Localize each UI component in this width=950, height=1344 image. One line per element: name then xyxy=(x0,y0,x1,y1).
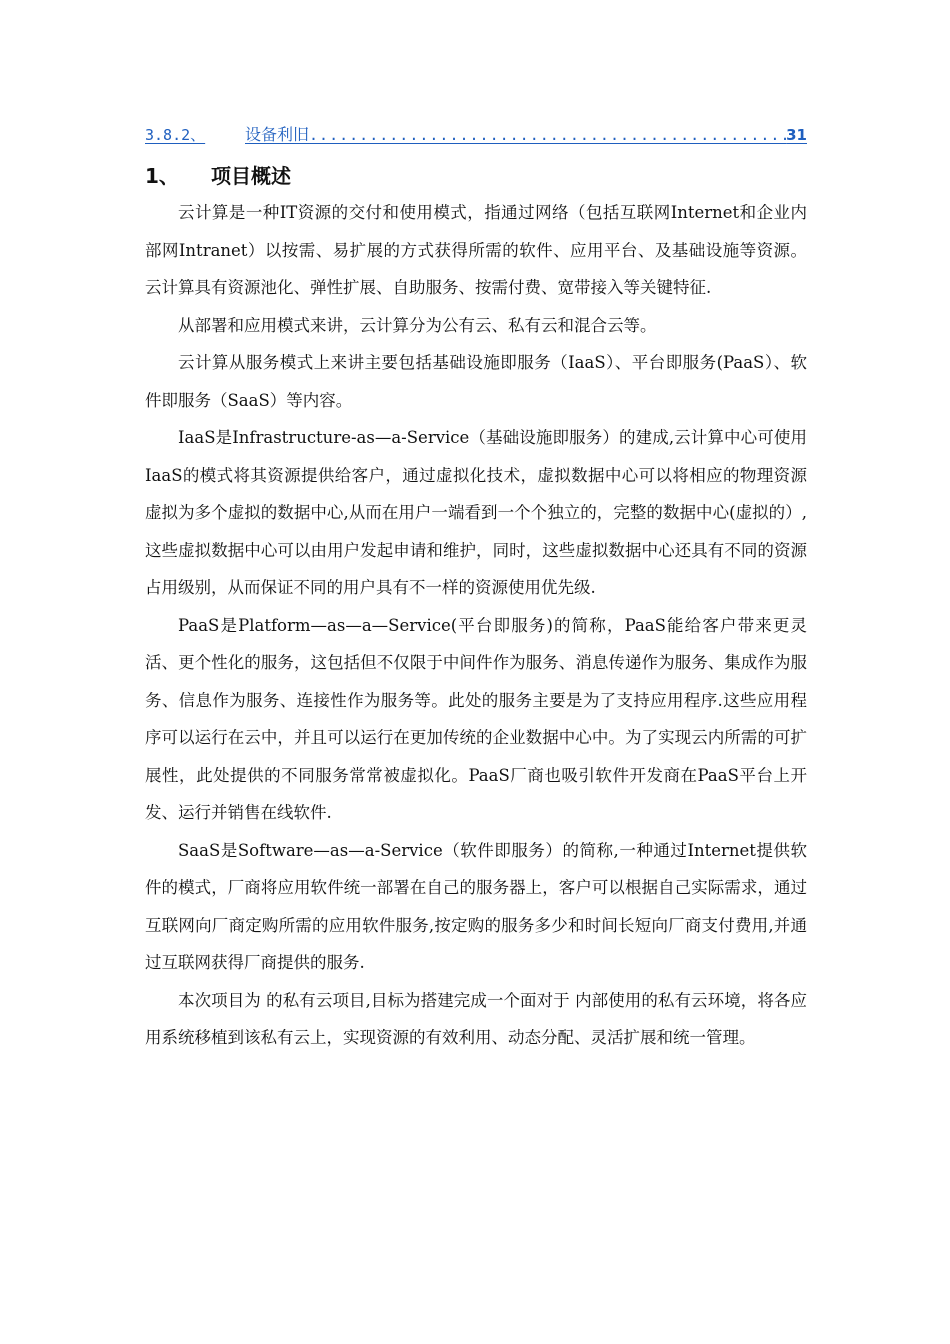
toc-entry-number: 3.8.2、 xyxy=(145,126,206,144)
document-page xyxy=(145,120,807,1057)
toc-entry-title: 设备利旧 xyxy=(245,125,310,144)
toc-entry-link[interactable] xyxy=(145,120,807,150)
section-heading xyxy=(145,154,807,194)
paragraph-project-goal: 本次项目为 的私有云项目,目标为搭建完成一个面对于 内部使用的私有云环境，将各应用系统移植到该私有云上，实现资源的有效利用、动态分配、灵活扩展和统一管理。 xyxy=(145,990,807,1047)
paragraph-service-models: 云计算从服务模式上来讲主要包括基础设施即服务（IaaS）、平台即服务(PaaS）、软件即服务（SaaS）等内容。 xyxy=(145,353,807,410)
paragraph-cloud-definition: 云计算是一种IT资源的交付和使用模式，指通过网络（包括互联网Internet和企业内部网Intranet）以按需、易扩展的方式获得所需的软件、应用平台、及基础设施等资源。云计算具有资源池化、弹性扩展、自助服务、按需付费、宽带接入等关键特征. xyxy=(145,203,807,297)
toc-entry-page: 31 xyxy=(786,126,807,144)
toc-dot-leader xyxy=(309,120,786,150)
section-title: 项目概述 xyxy=(211,163,291,188)
paragraph-paas: PaaS是Platform—as—a—Service(平台即服务)的简称，PaaS能给客户带来更灵活、更个性化的服务，这包括但不仅限于中间件作为服务、消息传递作为服务、集成作为服务、信息作为服务、连接性作为服务等。此处的服务主要是为了支持应用程序.这些应用程序可以运行在云中，并且可以运行在更加传统的企业数据中心中。为了实现云内所需的可扩展性，此处提供的不同服务常常被虚拟化。PaaS厂商也吸引软件开发商在PaaS平台上开发、运行并销售在线软件. xyxy=(145,615,807,822)
paragraph-deployment-models: 从部署和应用模式来讲，云计算分为公有云、私有云和混合云等。 xyxy=(178,315,657,335)
paragraph-iaas: IaaS是Infrastructure-as—a-Service（基础设施即服务）的建成,云计算中心可使用IaaS的模式将其资源提供给客户，通过虚拟化技术，虚拟数据中心可以将相应的物理资源虚拟为多个虚拟的数据中心,从而在用户一端看到一个个独立的，完整的数据中心(虚拟的）,这些虚拟数据中心可以由用户发起申请和维护，同时，这些虚拟数据中心还具有不同的资源占用级别，从而保证不同的用户具有不一样的资源使用优先级. xyxy=(145,428,807,597)
paragraph-saas: SaaS是Software—as—a-Service（软件即服务）的简称,一种通过Internet提供软件的模式，厂商将应用软件统一部署在自己的服务器上，客户可以根据自己实际需求，通过互联网向厂商定购所需的应用软件服务,按定购的服务多少和时间长短向厂商支付费用,并通过互联网获得厂商提供的服务. xyxy=(145,840,807,972)
section-number: 1、 xyxy=(145,163,179,188)
